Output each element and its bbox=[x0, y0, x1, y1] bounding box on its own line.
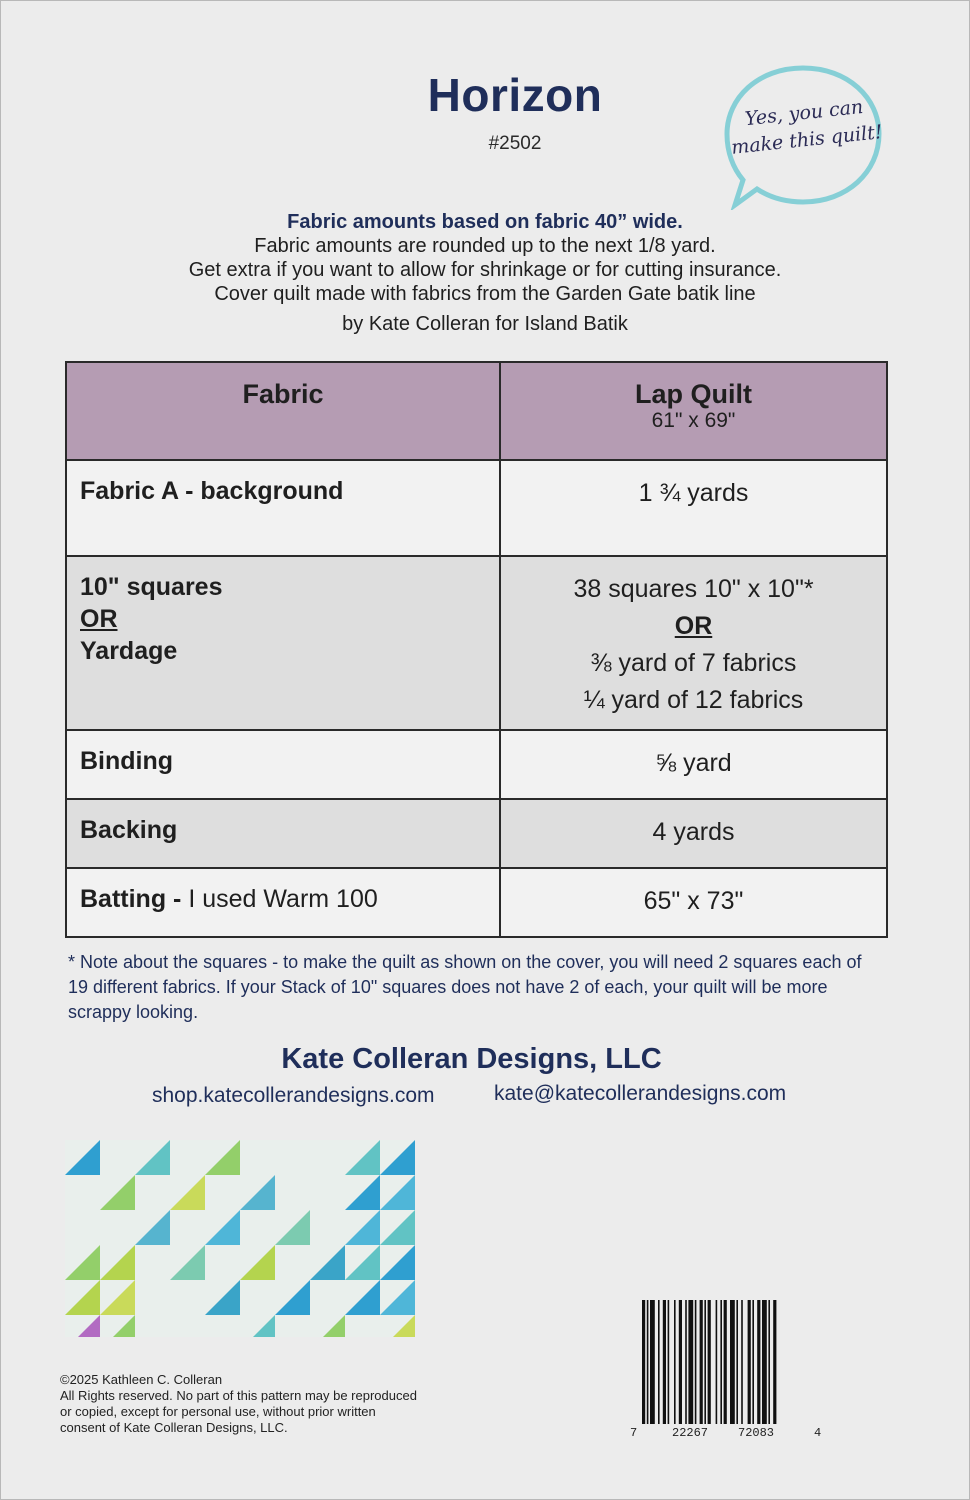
barcode-digit: 72083 bbox=[738, 1426, 775, 1440]
bubble-line-1: Yes, you can bbox=[743, 95, 865, 131]
copyright-line: or copied, except for personal use, without prior written bbox=[60, 1404, 376, 1419]
row-label: Binding bbox=[80, 747, 174, 775]
barcode-bar bbox=[724, 1300, 727, 1424]
barcode-bar bbox=[736, 1300, 738, 1424]
fabric-requirements-table bbox=[65, 361, 888, 938]
row-label: 10" squares bbox=[80, 573, 223, 601]
row-value: 4 yards bbox=[652, 818, 735, 846]
barcode-bar bbox=[674, 1300, 676, 1424]
row-value: ¼ yard of 12 fabrics bbox=[583, 686, 804, 714]
row-value: 38 squares 10" x 10"* bbox=[573, 575, 814, 603]
table-row bbox=[66, 868, 887, 937]
lap-quilt-size: 61" x 69" bbox=[651, 409, 736, 432]
row-value: ⅝ yard bbox=[655, 749, 732, 777]
copyright-block bbox=[60, 1372, 490, 1436]
barcode-bar bbox=[757, 1300, 760, 1424]
barcode-digit: 22267 bbox=[672, 1426, 709, 1440]
lap-quilt-label: Lap Quilt bbox=[635, 379, 752, 409]
barcode-bar bbox=[663, 1300, 666, 1424]
bubble-line-2: make this quilt! bbox=[730, 121, 884, 159]
row-value: 65" x 73" bbox=[643, 887, 744, 915]
barcode-bar bbox=[704, 1300, 706, 1424]
barcode-bar bbox=[716, 1300, 718, 1424]
barcode-bars-icon bbox=[628, 1298, 828, 1428]
barcode-bar bbox=[688, 1300, 693, 1424]
row-label: Fabric A - background bbox=[80, 477, 344, 505]
pattern-number: #2502 bbox=[488, 133, 542, 154]
row-value: 1 ¾ yards bbox=[638, 479, 749, 507]
barcode-bar bbox=[658, 1300, 660, 1424]
row-value: ⅜ yard of 7 fabrics bbox=[590, 649, 797, 677]
barcode-bar bbox=[695, 1300, 697, 1424]
pattern-title: Horizon bbox=[427, 69, 603, 121]
row-label-or: OR bbox=[80, 605, 118, 633]
intro-bold-line: Fabric amounts based on fabric 40” wide. bbox=[287, 211, 683, 233]
barcode-bar bbox=[668, 1300, 670, 1424]
row-value-or: OR bbox=[674, 612, 713, 640]
table-row bbox=[66, 799, 887, 868]
intro-line-2: Fabric amounts are rounded up to the next 1/8 yard. bbox=[254, 235, 716, 257]
barcode-bar bbox=[752, 1300, 754, 1424]
table-row bbox=[66, 460, 887, 556]
row-label: Batting - bbox=[80, 885, 182, 913]
intro-line-4: Cover quilt made with fabrics from the Garden Gate batik line bbox=[214, 283, 756, 305]
barcode-bar bbox=[650, 1300, 655, 1424]
barcode-bar bbox=[748, 1300, 751, 1424]
barcode-bar bbox=[679, 1300, 682, 1424]
intro-text bbox=[0, 210, 970, 336]
copyright-line: consent of Kate Colleran Designs, LLC. bbox=[60, 1420, 288, 1435]
barcode-bar bbox=[741, 1300, 743, 1424]
table-header-fabric: Fabric bbox=[66, 362, 500, 460]
copyright-line: All Rights reserved. No part of this pattern may be reproduced bbox=[60, 1388, 417, 1403]
table-header-lap-quilt bbox=[500, 362, 887, 460]
barcode-bar bbox=[762, 1300, 767, 1424]
barcode-bar bbox=[773, 1300, 776, 1424]
barcode-bar bbox=[768, 1300, 770, 1424]
row-label: Yardage bbox=[80, 637, 178, 665]
row-label: Backing bbox=[80, 816, 178, 844]
row-label-detail: I used Warm 100 bbox=[181, 885, 378, 913]
barcode-digit: 7 bbox=[630, 1426, 638, 1440]
barcode-bar bbox=[700, 1300, 703, 1424]
barcode-bar bbox=[647, 1300, 649, 1424]
shop-url[interactable]: shop.katecollerandesigns.com bbox=[152, 1084, 435, 1107]
email-address[interactable]: kate@katecollerandesigns.com bbox=[494, 1082, 787, 1105]
intro-line-3: Get extra if you want to allow for shrinkage or for cutting insurance. bbox=[188, 259, 782, 281]
table-row bbox=[66, 556, 887, 730]
barcode-digit: 4 bbox=[814, 1426, 822, 1440]
barcode-bar bbox=[708, 1300, 711, 1424]
quilt-preview-image bbox=[65, 1140, 415, 1337]
company-name: Kate Colleran Designs, LLC bbox=[281, 1043, 662, 1075]
barcode-bar bbox=[685, 1300, 687, 1424]
barcode-bar bbox=[720, 1300, 722, 1424]
barcode-bar bbox=[642, 1300, 645, 1424]
barcode-bar bbox=[730, 1300, 735, 1424]
table-row bbox=[66, 730, 887, 799]
barcode bbox=[628, 1298, 828, 1446]
copyright-line: ©2025 Kathleen C. Colleran bbox=[60, 1372, 223, 1387]
intro-line-5: by Kate Colleran for Island Batik bbox=[342, 313, 628, 335]
squares-note: * Note about the squares - to make the quilt as shown on the cover, you will need 2 squares each of 19 different fabrics. If your Stack of 10" squares does not have 2 of each, your quilt will be more scrappy looking. bbox=[68, 952, 862, 1022]
